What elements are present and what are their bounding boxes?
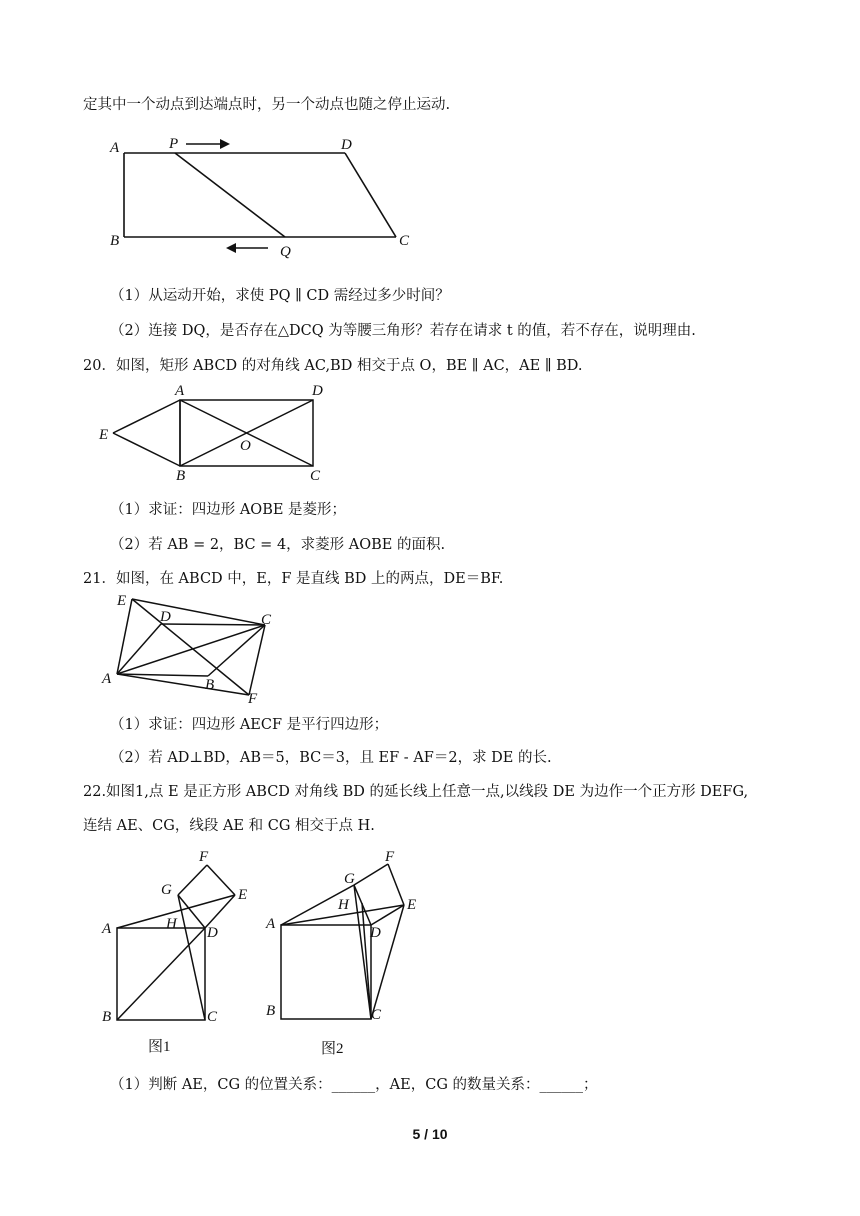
figure-trapezoid bbox=[100, 128, 430, 263]
label-C: C bbox=[310, 468, 321, 484]
label-A: A bbox=[175, 383, 185, 399]
label-D: D bbox=[160, 609, 171, 625]
label-E: E bbox=[238, 887, 248, 903]
figure-squares-2 bbox=[262, 843, 432, 1058]
label-F: F bbox=[248, 691, 258, 707]
label-G: G bbox=[161, 882, 172, 898]
label-A: A bbox=[102, 921, 112, 937]
label-A: A bbox=[102, 671, 112, 687]
label-B: B bbox=[176, 468, 186, 484]
label-G: G bbox=[344, 871, 355, 887]
caption: 图2 bbox=[321, 1041, 344, 1057]
label-E: E bbox=[117, 593, 127, 609]
question-22: 22.如图1,点 E 是正方形 ABCD 对角线 BD 的延长线上任意一点,以线段 DE 为边作一个正方形 DEFG, bbox=[83, 784, 749, 800]
label-O: O bbox=[240, 438, 251, 454]
label-C: C bbox=[399, 233, 410, 249]
label-C: C bbox=[371, 1007, 382, 1023]
label-B: B bbox=[266, 1003, 276, 1019]
label-D: D bbox=[312, 383, 323, 399]
label-D: D bbox=[370, 925, 381, 941]
label-Q: Q bbox=[280, 244, 291, 260]
label-H: H bbox=[166, 916, 177, 932]
text-line: （1）求证：四边形 AOBE 是菱形； bbox=[110, 502, 347, 518]
figure-parallelogram bbox=[95, 588, 295, 708]
label-D: D bbox=[341, 137, 352, 153]
caption: 图1 bbox=[148, 1039, 171, 1055]
text-line: （2）若 AB = 2，BC = 4，求菱形 AOBE 的面积. bbox=[110, 537, 446, 553]
label-P: P bbox=[169, 136, 179, 152]
text-line: （1）判断 AE，CG 的位置关系：______，AE，CG 的数量关系：______； bbox=[110, 1077, 598, 1093]
label-D: D bbox=[207, 925, 218, 941]
label-B: B bbox=[102, 1009, 112, 1025]
label-A: A bbox=[266, 916, 276, 932]
text-line: （1）求证：四边形 AECF 是平行四边形； bbox=[110, 717, 389, 733]
label-F: F bbox=[199, 849, 209, 865]
label-H: H bbox=[338, 897, 349, 913]
question-20: 20．如图，矩形 ABCD 的对角线 AC,BD 相交于点 O，BE ∥ AC，AE ∥ BD. bbox=[83, 358, 583, 374]
label-C: C bbox=[207, 1009, 218, 1025]
text-line: （2）若 AD⊥BD，AB＝5，BC＝3，且 EF - AF＝2，求 DE 的长. bbox=[110, 750, 552, 766]
label-E: E bbox=[407, 897, 417, 913]
text-line: （1）从运动开始，求使 PQ ∥ CD 需经过多少时间？ bbox=[110, 288, 450, 304]
question-21: 21．如图，在 ABCD 中，E，F 是直线 BD 上的两点，DE＝BF. bbox=[83, 571, 504, 587]
label-A: A bbox=[110, 140, 120, 156]
label-B: B bbox=[110, 233, 120, 249]
page-number: 5 / 10 bbox=[412, 1126, 448, 1142]
figure-rectangle bbox=[95, 380, 335, 485]
figure-squares-1 bbox=[95, 843, 265, 1058]
label-F: F bbox=[385, 849, 395, 865]
label-B: B bbox=[205, 677, 215, 693]
text-line: 连结 AE、CG，线段 AE 和 CG 相交于点 H. bbox=[83, 818, 375, 834]
text-line: 定其中一个动点到达端点时，另一个动点也随之停止运动. bbox=[83, 97, 451, 113]
text-line: （2）连接 DQ，是否存在△DCQ 为等腰三角形？若存在请求 t 的值，若不存在，说明理由. bbox=[110, 323, 696, 339]
label-C: C bbox=[261, 612, 272, 628]
label-E: E bbox=[99, 427, 109, 443]
